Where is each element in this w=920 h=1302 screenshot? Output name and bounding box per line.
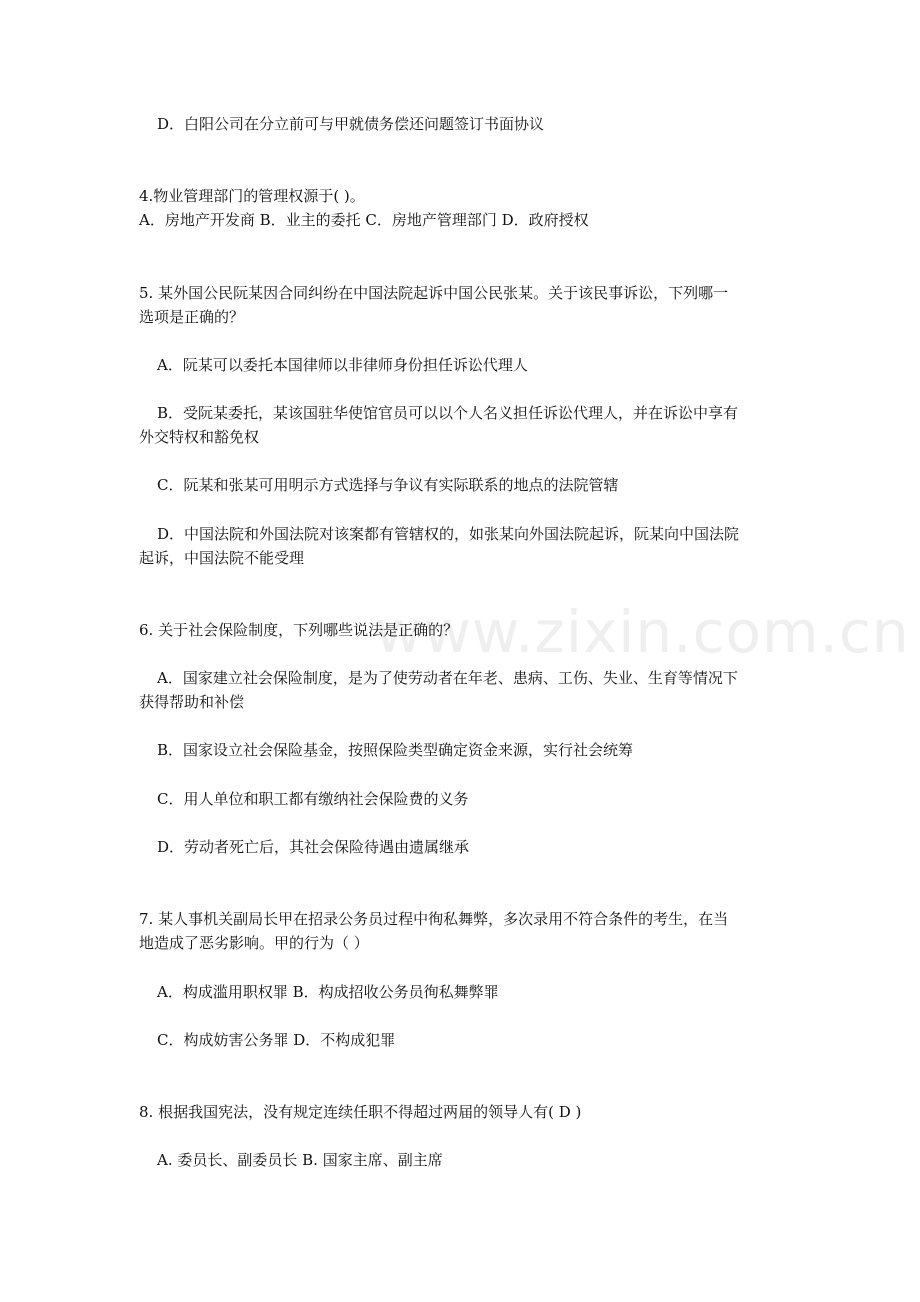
q6-option-c: C．用人单位和职工都有缴纳社会保险费的义务 [157, 790, 469, 808]
q6-option-d: D．劳动者死亡后，其社会保险待遇由遗属继承 [157, 838, 470, 856]
q4-stem: 4.物业管理部门的管理权源于( )。 [139, 187, 365, 205]
q5-option-d-line1: D．中国法院和外国法院对该案都有管辖权的，如张某向外国法院起诉，阮某向中国法院 [157, 525, 740, 543]
q6-option-a-line1: A．国家建立社会保险制度，是为了使劳动者在年老、患病、工伤、失业、生育等情况下 [157, 669, 738, 687]
q5-option-b-line1: B．受阮某委托，某该国驻华使馆官员可以以个人名义担任诉讼代理人，并在诉讼中享有 [157, 404, 739, 422]
q7-options-ab: A．构成滥用职权罪 B．构成招收公务员徇私舞弊罪 [157, 983, 499, 1001]
q6-option-a-line2: 获得帮助和补偿 [139, 693, 245, 711]
q7-stem-line2: 地造成了恶劣影响。甲的行为（ ） [139, 934, 369, 952]
q4-options: A．房地产开发商 B．业主的委托 C．房地产管理部门 D．政府授权 [139, 211, 589, 229]
q7-stem-line1: 7. 某人事机关副局长甲在招录公务员过程中徇私舞弊，多次录用不符合条件的考生，在当 [139, 910, 729, 928]
q5-option-b-line2: 外交特权和豁免权 [139, 428, 260, 446]
q8-stem: 8. 根据我国宪法，没有规定连续任职不得超过两届的领导人有( D ) [139, 1103, 582, 1121]
q3-option-d: D．白阳公司在分立前可与甲就债务偿还问题签订书面协议 [157, 115, 545, 133]
q5-option-c: C．阮某和张某可用明示方式选择与争议有实际联系的地点的法院管辖 [157, 476, 619, 494]
q5-stem-line1: 5. 某外国公民阮某因合同纠纷在中国法院起诉中国公民张某。关于该民事诉讼，下列哪一 [139, 284, 729, 302]
q7-options-cd: C．构成妨害公务罪 D．不构成犯罪 [157, 1031, 396, 1049]
q5-option-a: A．阮某可以委托本国律师以非律师身份担任诉讼代理人 [157, 356, 528, 374]
watermark: www.zixin.com.cn [375, 598, 910, 666]
q5-stem-line2: 选项是正确的？ [139, 308, 245, 326]
q8-options-ab: A. 委员长、副委员长 B. 国家主席、副主席 [157, 1151, 443, 1169]
q6-stem: 6. 关于社会保险制度，下列哪些说法是正确的？ [139, 621, 459, 639]
q5-option-d-line2: 起诉，中国法院不能受理 [139, 549, 305, 567]
q6-option-b: B．国家设立社会保险基金，按照保险类型确定资金来源，实行社会统筹 [157, 741, 634, 759]
